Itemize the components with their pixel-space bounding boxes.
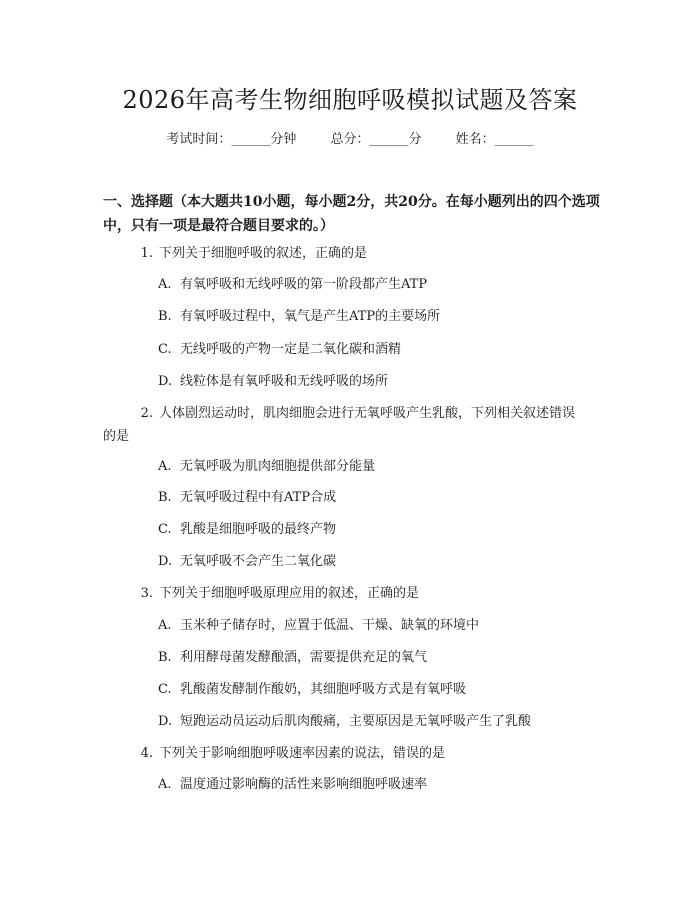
option-label: A. xyxy=(158,618,172,633)
total-score-field: 总分：______分 xyxy=(330,132,422,147)
question-2-option-a xyxy=(158,457,598,477)
option-label: C. xyxy=(158,342,172,357)
question-1-option-c xyxy=(158,340,598,360)
option-text: 有氧呼吸和无线呼吸的第一阶段都产生ATP xyxy=(180,277,428,292)
option-text: 线粒体是有氧呼吸和无线呼吸的场所 xyxy=(180,374,389,389)
question-2-option-d xyxy=(158,552,598,572)
option-label: B. xyxy=(158,309,172,324)
section-heading: 一、选择题（本大题共10小题，每小题2分，共20分。在每小题列出的四个选项中，只有一项是最符合题目要求的。） xyxy=(103,194,600,234)
option-text: 温度通过影响酶的活性来影响细胞呼吸速率 xyxy=(180,777,428,792)
option-text: 无氧呼吸不会产生二氧化碳 xyxy=(180,554,337,569)
question-2-option-c xyxy=(158,520,598,540)
exam-info xyxy=(0,130,700,150)
option-text: 利用酵母菌发酵酿酒，需要提供充足的氧气 xyxy=(180,650,428,665)
question-number: 2. xyxy=(140,406,153,421)
option-label: C. xyxy=(158,682,172,697)
option-label: D. xyxy=(158,554,173,569)
option-text: 有氧呼吸过程中，氧气是产生ATP的主要场所 xyxy=(180,309,441,324)
question-1-option-d xyxy=(158,372,598,392)
option-label: A. xyxy=(158,459,172,474)
question-number: 1. xyxy=(140,246,153,261)
question-1 xyxy=(103,242,603,265)
option-text: 短跑运动员运动后肌肉酸痛，主要原因是无氧呼吸产生了乳酸 xyxy=(180,714,532,729)
question-3-option-a xyxy=(158,616,598,636)
option-label: B. xyxy=(158,650,172,665)
option-label: D. xyxy=(158,374,173,389)
question-number: 4. xyxy=(140,746,153,761)
question-number: 3. xyxy=(140,586,153,601)
question-3-option-b xyxy=(158,648,598,668)
question-2-option-b xyxy=(158,488,598,508)
question-4-option-a xyxy=(158,775,598,795)
option-text: 无氧呼吸过程中有ATP合成 xyxy=(180,490,337,505)
question-stem: 下列关于细胞呼吸的叙述，正确的是 xyxy=(159,246,368,261)
question-2 xyxy=(103,402,603,448)
option-label: C. xyxy=(158,522,172,537)
question-4 xyxy=(103,742,603,765)
option-label: D. xyxy=(158,714,173,729)
option-label: A. xyxy=(158,277,172,292)
page-title: 2026年高考生物细胞呼吸模拟试题及答案 xyxy=(122,86,578,114)
question-3-option-d xyxy=(158,712,598,732)
student-name-field: 姓名：______ xyxy=(455,132,534,147)
option-text: 乳酸菌发酵制作酸奶，其细胞呼吸方式是有氧呼吸 xyxy=(180,682,467,697)
question-stem-continued: 的是 xyxy=(103,429,130,444)
option-label: B. xyxy=(158,490,172,505)
question-3-option-c xyxy=(158,680,598,700)
option-text: 乳酸是细胞呼吸的最终产物 xyxy=(180,522,337,537)
question-stem: 下列关于影响细胞呼吸速率因素的说法，错误的是 xyxy=(159,746,446,761)
question-3 xyxy=(103,582,603,605)
question-stem: 下列关于细胞呼吸原理应用的叙述，正确的是 xyxy=(159,586,420,601)
question-1-option-b xyxy=(158,307,598,327)
option-text: 玉米种子储存时，应置于低温、干燥、缺氧的环境中 xyxy=(180,618,480,633)
option-text: 无线呼吸的产物一定是二氧化碳和酒精 xyxy=(180,342,402,357)
question-1-option-a xyxy=(158,275,598,295)
option-label: A. xyxy=(158,777,172,792)
option-text: 无氧呼吸为肌肉细胞提供部分能量 xyxy=(180,459,376,474)
question-stem: 人体剧烈运动时，肌肉细胞会进行无氧呼吸产生乳酸，下列相关叙述错误 xyxy=(159,406,576,421)
exam-time-field: 考试时间：______分钟 xyxy=(166,132,297,147)
